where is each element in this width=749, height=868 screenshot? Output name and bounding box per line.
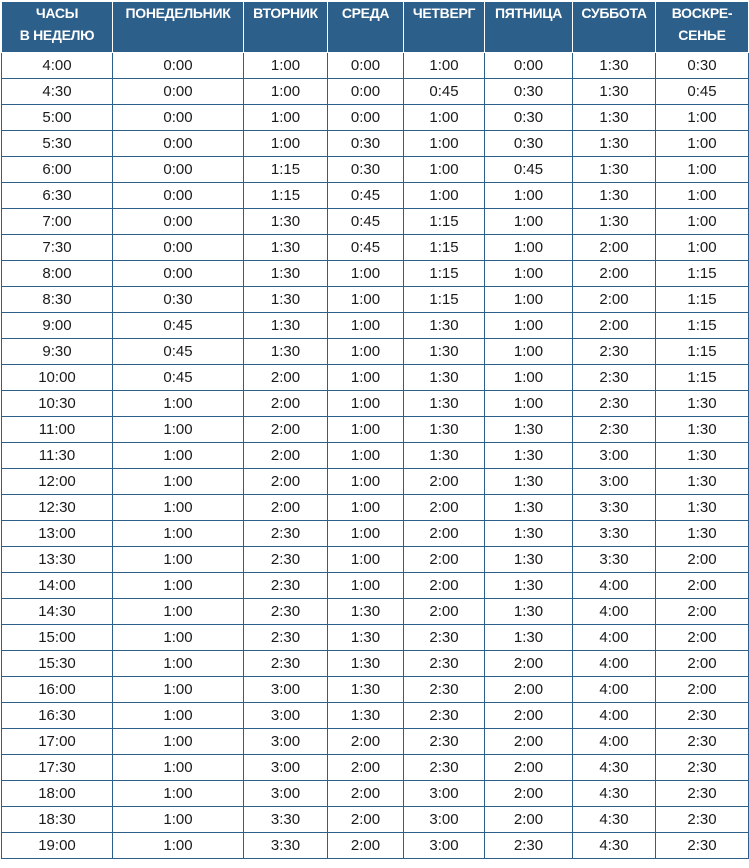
daily-time-cell: 3:00 bbox=[244, 781, 328, 807]
daily-time-cell: 1:00 bbox=[485, 261, 573, 287]
daily-time-cell: 1:00 bbox=[113, 521, 244, 547]
daily-time-cell: 0:30 bbox=[113, 287, 244, 313]
daily-time-cell: 1:00 bbox=[328, 287, 404, 313]
daily-time-cell: 2:00 bbox=[573, 313, 656, 339]
daily-time-cell: 1:30 bbox=[404, 313, 485, 339]
daily-time-cell: 2:00 bbox=[485, 807, 573, 833]
daily-time-cell: 2:00 bbox=[485, 781, 573, 807]
daily-time-cell: 1:00 bbox=[113, 677, 244, 703]
daily-time-cell: 3:30 bbox=[244, 833, 328, 859]
daily-time-cell: 2:00 bbox=[656, 573, 749, 599]
daily-time-cell: 3:00 bbox=[244, 755, 328, 781]
daily-time-cell: 4:00 bbox=[573, 599, 656, 625]
daily-time-cell: 1:00 bbox=[113, 599, 244, 625]
daily-time-cell: 1:30 bbox=[573, 53, 656, 79]
daily-time-cell: 1:30 bbox=[656, 417, 749, 443]
daily-time-cell: 2:00 bbox=[328, 781, 404, 807]
daily-time-cell: 2:30 bbox=[244, 573, 328, 599]
daily-time-cell: 1:00 bbox=[404, 105, 485, 131]
daily-time-cell: 2:30 bbox=[404, 651, 485, 677]
table-row bbox=[2, 833, 749, 859]
daily-time-cell: 0:45 bbox=[328, 235, 404, 261]
hours-per-week-cell: 4:00 bbox=[2, 53, 113, 79]
daily-time-cell: 1:00 bbox=[328, 495, 404, 521]
daily-time-cell: 1:30 bbox=[244, 235, 328, 261]
daily-time-cell: 2:30 bbox=[244, 521, 328, 547]
daily-time-cell: 4:00 bbox=[573, 573, 656, 599]
table-row bbox=[2, 183, 749, 209]
header-wednesday: СРЕДА bbox=[328, 2, 404, 53]
daily-time-cell: 0:45 bbox=[485, 157, 573, 183]
daily-time-cell: 1:30 bbox=[656, 521, 749, 547]
table-row bbox=[2, 157, 749, 183]
daily-time-cell: 3:30 bbox=[244, 807, 328, 833]
daily-time-cell: 2:30 bbox=[656, 729, 749, 755]
daily-time-cell: 1:00 bbox=[485, 313, 573, 339]
table-header bbox=[2, 2, 749, 53]
daily-time-cell: 0:30 bbox=[328, 157, 404, 183]
daily-time-cell: 2:30 bbox=[573, 339, 656, 365]
daily-time-cell: 4:30 bbox=[573, 807, 656, 833]
daily-time-cell: 2:00 bbox=[573, 261, 656, 287]
table-row bbox=[2, 53, 749, 79]
table-row bbox=[2, 391, 749, 417]
daily-time-cell: 2:00 bbox=[485, 677, 573, 703]
daily-time-cell: 0:00 bbox=[113, 53, 244, 79]
hours-per-week-cell: 10:30 bbox=[2, 391, 113, 417]
daily-time-cell: 0:00 bbox=[113, 157, 244, 183]
daily-time-cell: 2:00 bbox=[656, 625, 749, 651]
daily-time-cell: 1:00 bbox=[113, 625, 244, 651]
hours-per-week-cell: 14:00 bbox=[2, 573, 113, 599]
daily-time-cell: 2:30 bbox=[244, 625, 328, 651]
hours-per-week-cell: 16:00 bbox=[2, 677, 113, 703]
daily-time-cell: 4:30 bbox=[573, 833, 656, 859]
daily-time-cell: 1:00 bbox=[244, 105, 328, 131]
table-row bbox=[2, 495, 749, 521]
daily-time-cell: 4:00 bbox=[573, 677, 656, 703]
hours-per-week-cell: 18:30 bbox=[2, 807, 113, 833]
daily-time-cell: 0:00 bbox=[328, 79, 404, 105]
daily-time-cell: 2:00 bbox=[404, 521, 485, 547]
daily-time-cell: 1:00 bbox=[404, 157, 485, 183]
table-row bbox=[2, 209, 749, 235]
daily-time-cell: 2:00 bbox=[328, 729, 404, 755]
daily-time-cell: 2:30 bbox=[573, 391, 656, 417]
daily-time-cell: 2:00 bbox=[485, 703, 573, 729]
daily-time-cell: 2:00 bbox=[244, 365, 328, 391]
daily-time-cell: 3:00 bbox=[244, 677, 328, 703]
daily-time-cell: 1:00 bbox=[485, 235, 573, 261]
daily-time-cell: 3:00 bbox=[573, 443, 656, 469]
daily-time-cell: 1:00 bbox=[113, 495, 244, 521]
daily-time-cell: 1:30 bbox=[573, 157, 656, 183]
daily-time-cell: 4:00 bbox=[573, 625, 656, 651]
daily-time-cell: 1:30 bbox=[485, 495, 573, 521]
table-row bbox=[2, 599, 749, 625]
daily-time-cell: 2:30 bbox=[404, 703, 485, 729]
daily-time-cell: 2:00 bbox=[244, 469, 328, 495]
daily-time-cell: 0:45 bbox=[113, 365, 244, 391]
daily-time-cell: 3:00 bbox=[244, 729, 328, 755]
daily-time-cell: 1:00 bbox=[404, 183, 485, 209]
header-hours-per-week: ЧАСЫ В НЕДЕЛЮ bbox=[2, 2, 113, 53]
table-row bbox=[2, 339, 749, 365]
daily-time-cell: 1:00 bbox=[328, 573, 404, 599]
hours-per-week-cell: 11:00 bbox=[2, 417, 113, 443]
table-row bbox=[2, 755, 749, 781]
daily-time-cell: 1:15 bbox=[404, 209, 485, 235]
table-row bbox=[2, 521, 749, 547]
hours-per-week-cell: 7:00 bbox=[2, 209, 113, 235]
daily-time-cell: 3:00 bbox=[404, 807, 485, 833]
daily-time-cell: 1:30 bbox=[328, 625, 404, 651]
hours-per-week-cell: 6:30 bbox=[2, 183, 113, 209]
daily-time-cell: 1:00 bbox=[328, 547, 404, 573]
daily-time-cell: 1:00 bbox=[328, 469, 404, 495]
daily-time-cell: 2:00 bbox=[404, 469, 485, 495]
daily-time-cell: 1:00 bbox=[328, 521, 404, 547]
daily-time-cell: 2:30 bbox=[656, 833, 749, 859]
daily-time-cell: 2:00 bbox=[656, 651, 749, 677]
table-row bbox=[2, 235, 749, 261]
daily-time-cell: 3:00 bbox=[404, 781, 485, 807]
daily-time-cell: 1:30 bbox=[573, 183, 656, 209]
hours-per-week-cell: 11:30 bbox=[2, 443, 113, 469]
hours-per-week-cell: 15:30 bbox=[2, 651, 113, 677]
daily-time-cell: 1:30 bbox=[404, 391, 485, 417]
table-row bbox=[2, 365, 749, 391]
hours-per-week-cell: 9:30 bbox=[2, 339, 113, 365]
daily-time-cell: 1:30 bbox=[656, 391, 749, 417]
daily-time-cell: 1:30 bbox=[485, 443, 573, 469]
daily-time-cell: 2:30 bbox=[656, 703, 749, 729]
daily-time-cell: 4:00 bbox=[573, 729, 656, 755]
table-row bbox=[2, 313, 749, 339]
daily-time-cell: 2:30 bbox=[404, 625, 485, 651]
daily-time-cell: 0:00 bbox=[113, 183, 244, 209]
daily-time-cell: 2:00 bbox=[244, 391, 328, 417]
daily-time-cell: 0:00 bbox=[328, 105, 404, 131]
daily-time-cell: 3:30 bbox=[573, 547, 656, 573]
daily-time-cell: 1:00 bbox=[113, 573, 244, 599]
daily-time-cell: 0:00 bbox=[328, 53, 404, 79]
daily-time-cell: 1:00 bbox=[113, 755, 244, 781]
daily-time-cell: 2:00 bbox=[328, 807, 404, 833]
daily-time-cell: 1:00 bbox=[113, 651, 244, 677]
table-row bbox=[2, 105, 749, 131]
daily-time-cell: 0:30 bbox=[328, 131, 404, 157]
daily-time-cell: 1:30 bbox=[244, 339, 328, 365]
daily-time-cell: 1:00 bbox=[113, 833, 244, 859]
daily-time-cell: 1:30 bbox=[485, 625, 573, 651]
daily-time-cell: 1:30 bbox=[244, 261, 328, 287]
daily-time-cell: 1:00 bbox=[113, 703, 244, 729]
daily-time-cell: 1:30 bbox=[485, 469, 573, 495]
daily-time-cell: 1:00 bbox=[113, 417, 244, 443]
daily-time-cell: 1:30 bbox=[328, 703, 404, 729]
daily-time-cell: 1:30 bbox=[244, 209, 328, 235]
daily-time-cell: 1:30 bbox=[404, 339, 485, 365]
daily-time-cell: 1:15 bbox=[404, 287, 485, 313]
daily-time-cell: 1:00 bbox=[485, 183, 573, 209]
daily-time-cell: 0:30 bbox=[485, 79, 573, 105]
daily-time-cell: 0:00 bbox=[113, 131, 244, 157]
daily-time-cell: 2:00 bbox=[404, 599, 485, 625]
daily-time-cell: 1:00 bbox=[113, 443, 244, 469]
daily-time-cell: 4:30 bbox=[573, 755, 656, 781]
table-body bbox=[2, 53, 749, 859]
daily-time-cell: 1:00 bbox=[328, 313, 404, 339]
hours-per-week-cell: 8:30 bbox=[2, 287, 113, 313]
daily-time-cell: 1:00 bbox=[404, 131, 485, 157]
table-row bbox=[2, 469, 749, 495]
daily-time-cell: 1:00 bbox=[113, 729, 244, 755]
daily-time-cell: 1:15 bbox=[404, 261, 485, 287]
daily-time-cell: 4:00 bbox=[573, 703, 656, 729]
daily-time-cell: 2:00 bbox=[404, 573, 485, 599]
daily-time-cell: 2:30 bbox=[244, 599, 328, 625]
daily-time-cell: 1:00 bbox=[244, 79, 328, 105]
daily-time-cell: 1:00 bbox=[485, 209, 573, 235]
header-sunday: ВОСКРЕ- СЕНЬЕ bbox=[656, 2, 749, 53]
daily-time-cell: 3:00 bbox=[573, 469, 656, 495]
daily-time-cell: 1:30 bbox=[328, 599, 404, 625]
table-row bbox=[2, 781, 749, 807]
daily-time-cell: 2:00 bbox=[485, 729, 573, 755]
daily-time-cell: 3:30 bbox=[573, 495, 656, 521]
daily-time-cell: 0:00 bbox=[113, 235, 244, 261]
daily-time-cell: 2:00 bbox=[656, 547, 749, 573]
daily-time-cell: 0:45 bbox=[328, 209, 404, 235]
daily-time-cell: 1:00 bbox=[656, 131, 749, 157]
hours-per-week-cell: 8:00 bbox=[2, 261, 113, 287]
daily-time-cell: 1:30 bbox=[573, 79, 656, 105]
hours-per-week-cell: 15:00 bbox=[2, 625, 113, 651]
daily-time-cell: 3:00 bbox=[404, 833, 485, 859]
daily-time-cell: 0:00 bbox=[113, 261, 244, 287]
daily-time-cell: 1:00 bbox=[113, 391, 244, 417]
table-row bbox=[2, 287, 749, 313]
hours-per-week-cell: 16:30 bbox=[2, 703, 113, 729]
daily-time-cell: 2:30 bbox=[656, 807, 749, 833]
hours-per-week-cell: 19:00 bbox=[2, 833, 113, 859]
weekly-schedule-table bbox=[1, 1, 749, 859]
daily-time-cell: 1:00 bbox=[656, 105, 749, 131]
header-friday: ПЯТНИЦА bbox=[485, 2, 573, 53]
table-row bbox=[2, 573, 749, 599]
daily-time-cell: 1:00 bbox=[328, 261, 404, 287]
daily-time-cell: 0:45 bbox=[328, 183, 404, 209]
table-row bbox=[2, 677, 749, 703]
table-row bbox=[2, 625, 749, 651]
daily-time-cell: 2:30 bbox=[244, 547, 328, 573]
daily-time-cell: 0:30 bbox=[485, 131, 573, 157]
daily-time-cell: 1:30 bbox=[404, 443, 485, 469]
daily-time-cell: 0:00 bbox=[485, 53, 573, 79]
daily-time-cell: 1:00 bbox=[328, 417, 404, 443]
daily-time-cell: 2:30 bbox=[656, 781, 749, 807]
hours-per-week-cell: 10:00 bbox=[2, 365, 113, 391]
daily-time-cell: 2:00 bbox=[404, 495, 485, 521]
daily-time-cell: 2:00 bbox=[328, 833, 404, 859]
header-tuesday: ВТОРНИК bbox=[244, 2, 328, 53]
daily-time-cell: 1:30 bbox=[656, 495, 749, 521]
hours-per-week-cell: 17:00 bbox=[2, 729, 113, 755]
daily-time-cell: 1:30 bbox=[573, 105, 656, 131]
daily-time-cell: 4:30 bbox=[573, 781, 656, 807]
daily-time-cell: 1:00 bbox=[113, 807, 244, 833]
daily-time-cell: 1:00 bbox=[656, 209, 749, 235]
daily-time-cell: 2:30 bbox=[404, 677, 485, 703]
header-saturday: СУББОТА bbox=[573, 2, 656, 53]
daily-time-cell: 1:00 bbox=[328, 365, 404, 391]
daily-time-cell: 0:00 bbox=[113, 105, 244, 131]
table-row bbox=[2, 417, 749, 443]
daily-time-cell: 1:00 bbox=[113, 469, 244, 495]
daily-time-cell: 1:00 bbox=[656, 183, 749, 209]
daily-time-cell: 2:30 bbox=[244, 651, 328, 677]
daily-time-cell: 1:00 bbox=[328, 391, 404, 417]
daily-time-cell: 2:30 bbox=[485, 833, 573, 859]
daily-time-cell: 0:45 bbox=[113, 313, 244, 339]
daily-time-cell: 2:00 bbox=[485, 755, 573, 781]
daily-time-cell: 2:00 bbox=[485, 651, 573, 677]
daily-time-cell: 1:30 bbox=[485, 573, 573, 599]
table-row bbox=[2, 651, 749, 677]
daily-time-cell: 1:30 bbox=[656, 443, 749, 469]
daily-time-cell: 3:00 bbox=[244, 703, 328, 729]
daily-time-cell: 1:00 bbox=[485, 287, 573, 313]
daily-time-cell: 1:15 bbox=[244, 157, 328, 183]
daily-time-cell: 1:30 bbox=[328, 677, 404, 703]
daily-time-cell: 2:00 bbox=[656, 677, 749, 703]
daily-time-cell: 1:15 bbox=[656, 365, 749, 391]
hours-per-week-cell: 13:00 bbox=[2, 521, 113, 547]
daily-time-cell: 1:00 bbox=[328, 339, 404, 365]
daily-time-cell: 1:30 bbox=[573, 131, 656, 157]
table-row bbox=[2, 547, 749, 573]
daily-time-cell: 0:00 bbox=[113, 79, 244, 105]
daily-time-cell: 1:30 bbox=[328, 651, 404, 677]
daily-time-cell: 1:00 bbox=[328, 443, 404, 469]
table-row bbox=[2, 729, 749, 755]
header-row bbox=[2, 2, 749, 53]
daily-time-cell: 0:45 bbox=[656, 79, 749, 105]
daily-time-cell: 1:15 bbox=[656, 339, 749, 365]
table-row bbox=[2, 807, 749, 833]
daily-time-cell: 2:00 bbox=[573, 287, 656, 313]
daily-time-cell: 0:00 bbox=[113, 209, 244, 235]
daily-time-cell: 1:00 bbox=[485, 365, 573, 391]
daily-time-cell: 1:30 bbox=[573, 209, 656, 235]
daily-time-cell: 1:15 bbox=[656, 287, 749, 313]
daily-time-cell: 2:00 bbox=[404, 547, 485, 573]
daily-time-cell: 0:30 bbox=[656, 53, 749, 79]
daily-time-cell: 2:30 bbox=[404, 729, 485, 755]
hours-per-week-cell: 14:30 bbox=[2, 599, 113, 625]
daily-time-cell: 1:00 bbox=[244, 131, 328, 157]
daily-time-cell: 1:30 bbox=[404, 417, 485, 443]
hours-per-week-cell: 13:30 bbox=[2, 547, 113, 573]
daily-time-cell: 1:30 bbox=[485, 521, 573, 547]
hours-per-week-cell: 5:00 bbox=[2, 105, 113, 131]
table-row bbox=[2, 79, 749, 105]
daily-time-cell: 1:30 bbox=[244, 287, 328, 313]
header-thursday: ЧЕТВЕРГ bbox=[404, 2, 485, 53]
daily-time-cell: 1:30 bbox=[656, 469, 749, 495]
table-row bbox=[2, 443, 749, 469]
table-row bbox=[2, 131, 749, 157]
daily-time-cell: 3:30 bbox=[573, 521, 656, 547]
daily-time-cell: 1:15 bbox=[656, 313, 749, 339]
daily-time-cell: 1:15 bbox=[656, 261, 749, 287]
daily-time-cell: 2:00 bbox=[328, 755, 404, 781]
hours-per-week-cell: 5:30 bbox=[2, 131, 113, 157]
hours-per-week-cell: 12:30 bbox=[2, 495, 113, 521]
daily-time-cell: 2:30 bbox=[573, 417, 656, 443]
table-row bbox=[2, 703, 749, 729]
daily-time-cell: 1:00 bbox=[485, 391, 573, 417]
daily-time-cell: 1:30 bbox=[485, 417, 573, 443]
daily-time-cell: 1:30 bbox=[485, 599, 573, 625]
daily-time-cell: 2:30 bbox=[656, 755, 749, 781]
daily-time-cell: 1:00 bbox=[404, 53, 485, 79]
daily-time-cell: 2:00 bbox=[244, 443, 328, 469]
daily-time-cell: 1:00 bbox=[485, 339, 573, 365]
hours-per-week-cell: 12:00 bbox=[2, 469, 113, 495]
table-row bbox=[2, 261, 749, 287]
hours-per-week-cell: 7:30 bbox=[2, 235, 113, 261]
daily-time-cell: 1:15 bbox=[244, 183, 328, 209]
daily-time-cell: 2:30 bbox=[573, 365, 656, 391]
daily-time-cell: 2:00 bbox=[656, 599, 749, 625]
daily-time-cell: 2:00 bbox=[573, 235, 656, 261]
daily-time-cell: 1:00 bbox=[244, 53, 328, 79]
daily-time-cell: 1:15 bbox=[404, 235, 485, 261]
daily-time-cell: 0:30 bbox=[485, 105, 573, 131]
daily-time-cell: 1:30 bbox=[244, 313, 328, 339]
daily-time-cell: 1:00 bbox=[113, 781, 244, 807]
hours-per-week-cell: 6:00 bbox=[2, 157, 113, 183]
daily-time-cell: 1:00 bbox=[656, 235, 749, 261]
header-monday: ПОНЕДЕЛЬНИК bbox=[113, 2, 244, 53]
daily-time-cell: 1:00 bbox=[113, 547, 244, 573]
daily-time-cell: 0:45 bbox=[113, 339, 244, 365]
daily-time-cell: 2:00 bbox=[244, 417, 328, 443]
daily-time-cell: 4:00 bbox=[573, 651, 656, 677]
hours-per-week-cell: 4:30 bbox=[2, 79, 113, 105]
daily-time-cell: 0:45 bbox=[404, 79, 485, 105]
daily-time-cell: 2:00 bbox=[244, 495, 328, 521]
daily-time-cell: 1:00 bbox=[656, 157, 749, 183]
daily-time-cell: 2:30 bbox=[404, 755, 485, 781]
hours-per-week-cell: 17:30 bbox=[2, 755, 113, 781]
hours-per-week-cell: 18:00 bbox=[2, 781, 113, 807]
hours-per-week-cell: 9:00 bbox=[2, 313, 113, 339]
daily-time-cell: 1:30 bbox=[404, 365, 485, 391]
daily-time-cell: 1:30 bbox=[485, 547, 573, 573]
